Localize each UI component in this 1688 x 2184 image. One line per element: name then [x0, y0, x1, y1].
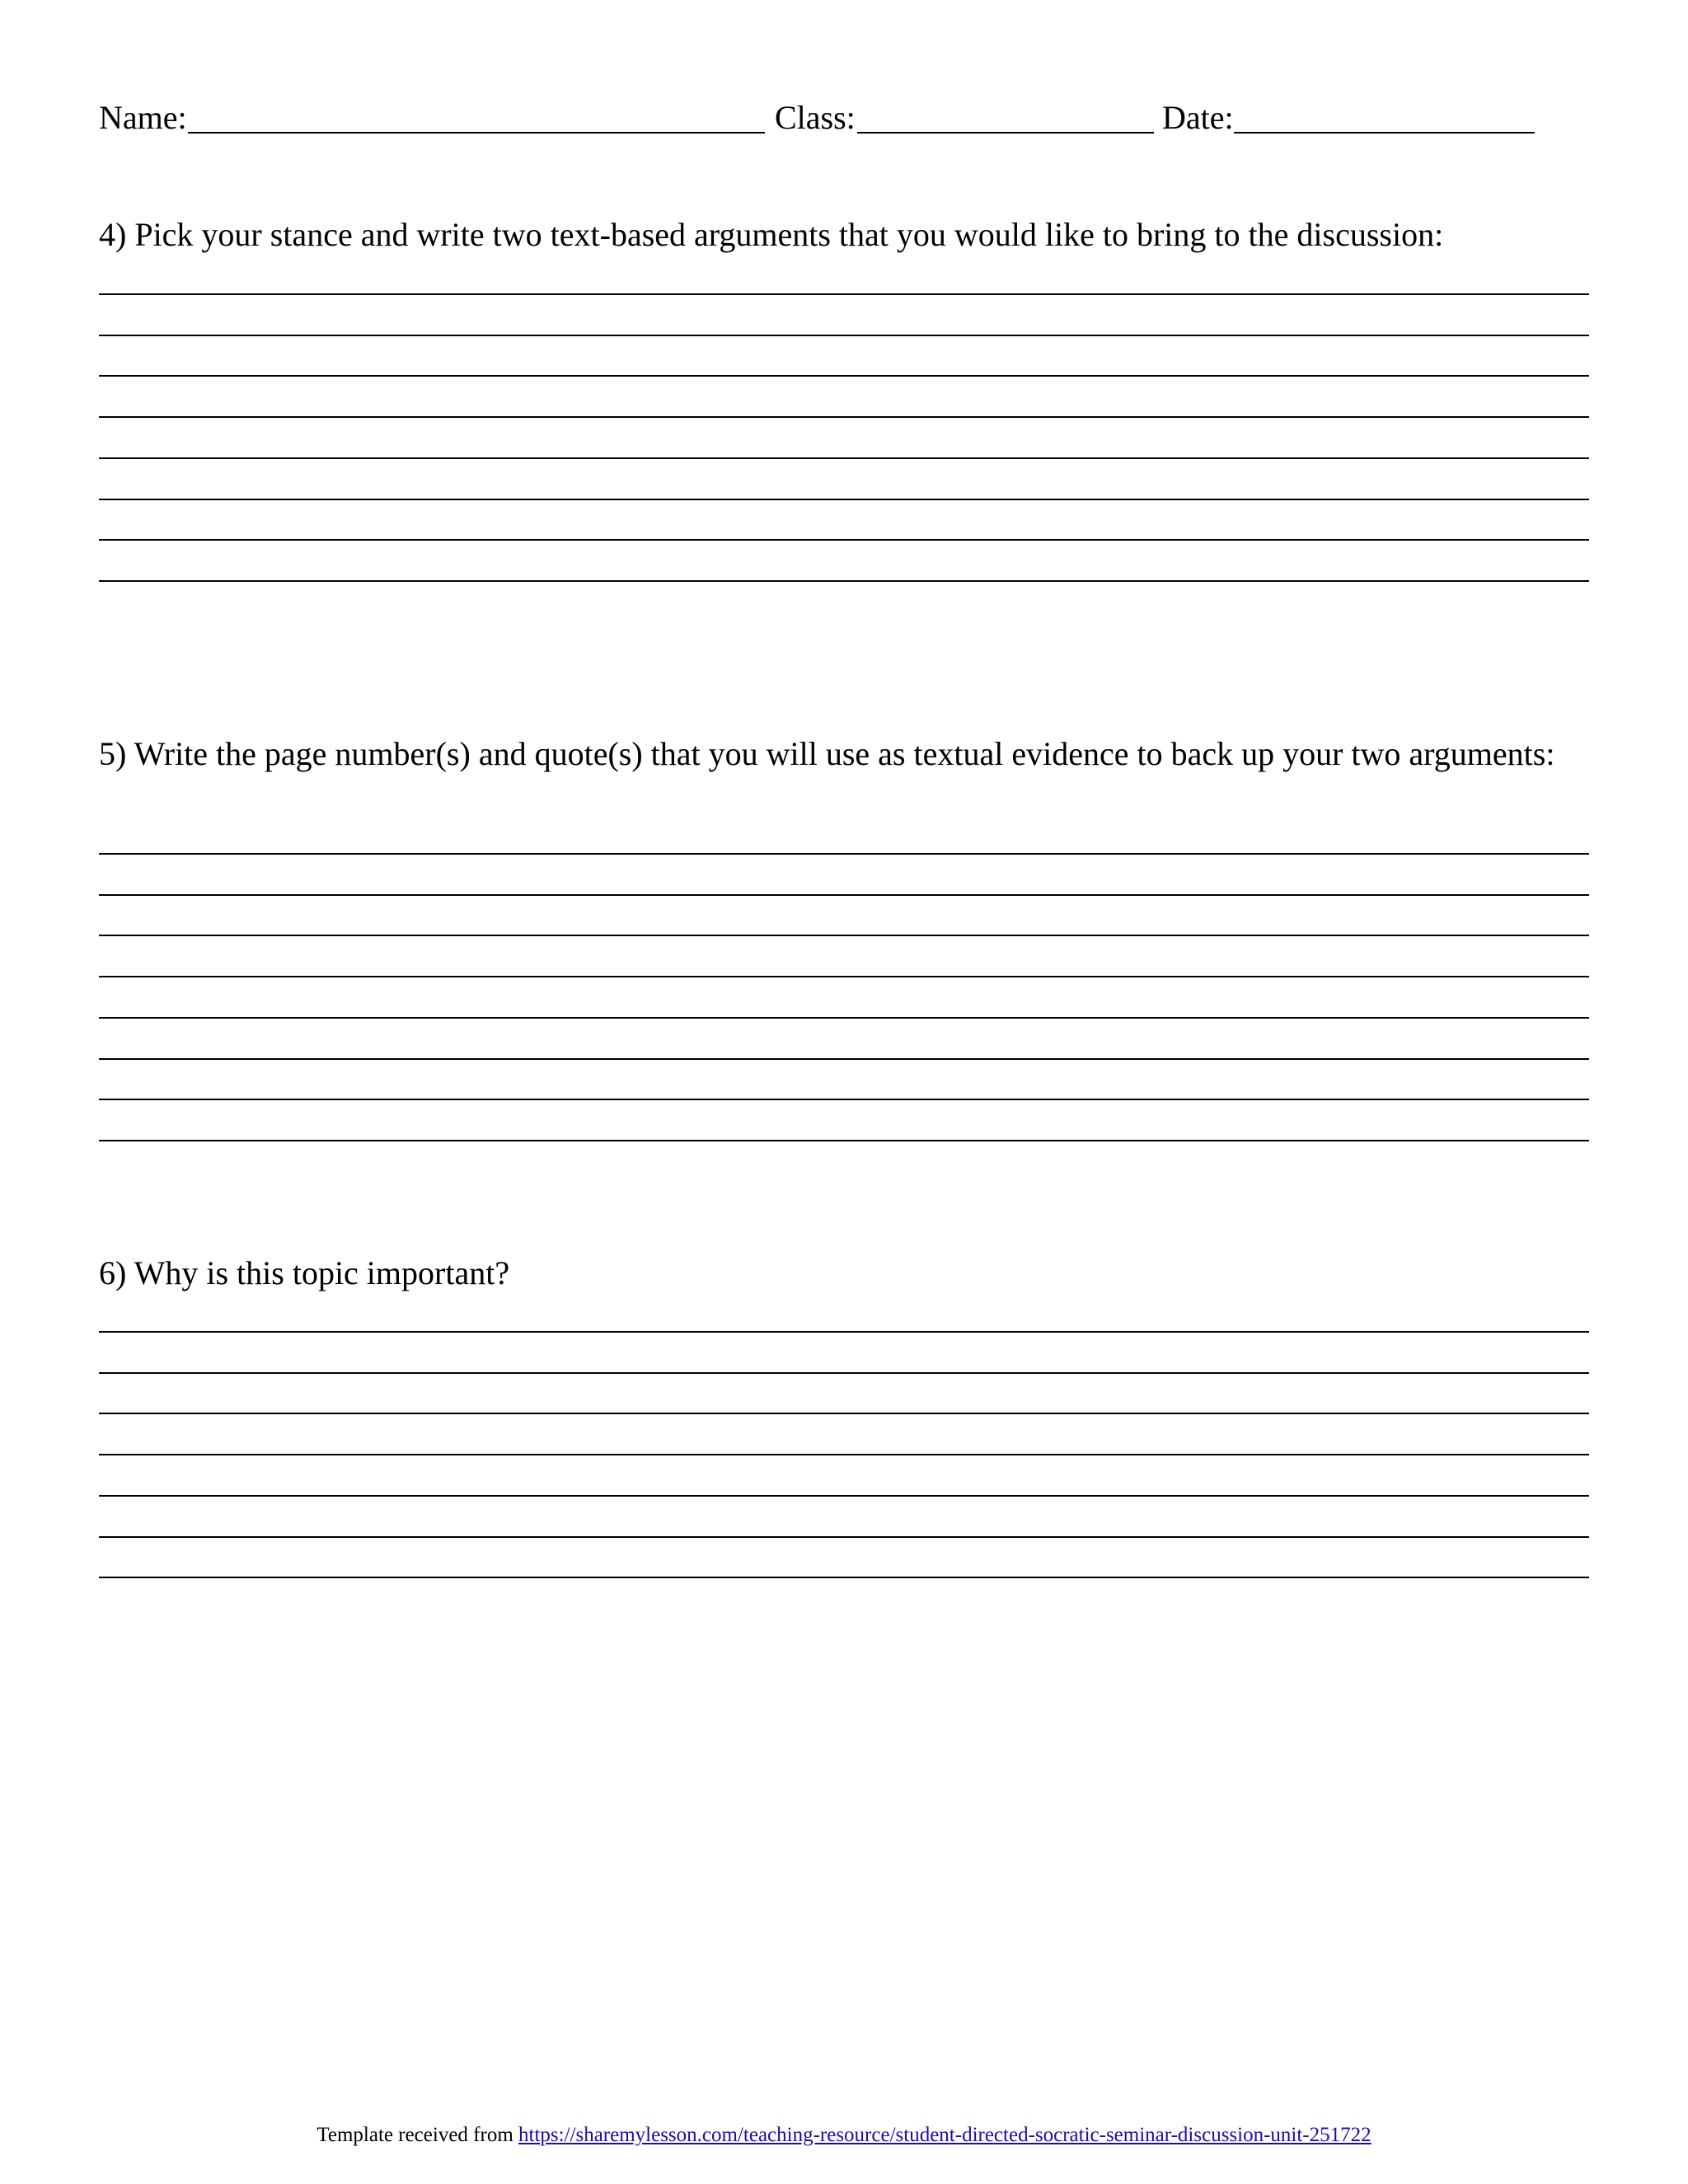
- answer-line[interactable]: [99, 457, 1589, 459]
- answer-line[interactable]: [99, 935, 1589, 936]
- question-4-prompt: 4) Pick your stance and write two text-based arguments that you would like to bring to the discussion:: [99, 216, 1444, 253]
- answer-line[interactable]: [99, 1017, 1589, 1019]
- name-blank-line[interactable]: [188, 132, 765, 134]
- answer-line[interactable]: [99, 1413, 1589, 1414]
- name-label: Name:: [99, 99, 187, 136]
- answer-line[interactable]: [99, 1058, 1589, 1060]
- answer-line[interactable]: [99, 1099, 1589, 1100]
- name-field[interactable]: [99, 97, 767, 138]
- footer-prefix: Template received from: [316, 2124, 519, 2146]
- answer-line[interactable]: [99, 580, 1589, 582]
- footer-source-link[interactable]: https://sharemylesson.com/teaching-resource/student-directed-socratic-seminar-discussion-unit-251722: [518, 2124, 1372, 2146]
- answer-line[interactable]: [99, 1495, 1589, 1497]
- question-5-prompt: 5) Write the page number(s) and quote(s) that you will use as textual evidence to back up your two arguments:: [99, 735, 1555, 772]
- answer-line[interactable]: [99, 894, 1589, 896]
- answer-line[interactable]: [99, 499, 1589, 500]
- answer-line[interactable]: [99, 293, 1589, 295]
- answer-line[interactable]: [99, 1331, 1589, 1333]
- date-label: Date:: [1162, 99, 1234, 136]
- answer-line[interactable]: [99, 1372, 1589, 1374]
- answer-line[interactable]: [99, 335, 1589, 336]
- answer-line[interactable]: [99, 416, 1589, 418]
- footer-attribution: [0, 2123, 1688, 2148]
- answer-line[interactable]: [99, 539, 1589, 541]
- question-6-prompt: 6) Why is this topic important?: [99, 1254, 510, 1291]
- class-blank-line[interactable]: [857, 132, 1154, 134]
- date-blank-line[interactable]: [1234, 132, 1535, 134]
- class-label: Class:: [775, 99, 856, 136]
- answer-line[interactable]: [99, 976, 1589, 977]
- answer-line[interactable]: [99, 1577, 1589, 1578]
- answer-line[interactable]: [99, 1536, 1589, 1538]
- answer-line[interactable]: [99, 1140, 1589, 1141]
- class-field[interactable]: [775, 97, 1137, 138]
- answer-line[interactable]: [99, 1454, 1589, 1455]
- answer-line[interactable]: [99, 853, 1589, 855]
- date-field[interactable]: [1162, 97, 1636, 138]
- header-fields: [99, 97, 1582, 138]
- answer-line[interactable]: [99, 375, 1589, 377]
